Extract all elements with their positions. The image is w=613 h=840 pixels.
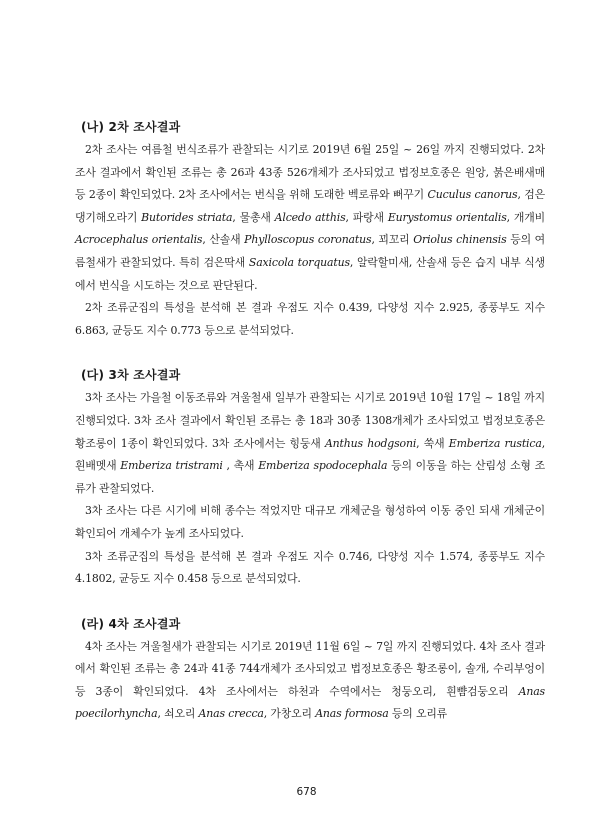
paragraph bbox=[75, 387, 545, 500]
text-run: , 쑥새 bbox=[416, 436, 449, 450]
section-3rd-survey bbox=[75, 366, 545, 590]
species-name: Acrocephalus orientalis bbox=[75, 233, 203, 247]
species-name: Oriolus chinensis bbox=[413, 233, 507, 247]
text-run: , 물총새 bbox=[232, 210, 275, 224]
text-run: , 알락할미새, 산솔새 등은 습지 내부 식생에서 번식을 시도하는 것으로 판단된다. bbox=[75, 255, 545, 292]
paragraph bbox=[75, 500, 545, 545]
paragraph bbox=[75, 546, 545, 591]
species-name: Alcedo atthis bbox=[274, 210, 346, 224]
text-run: 등의 이동을 하는 산림성 소형 조류가 관찰되었다. bbox=[75, 459, 545, 495]
species-name: Anas poecilorhyncha bbox=[75, 684, 545, 721]
species-name: Emberiza spodocephala bbox=[258, 459, 388, 473]
text-run: , 파랑새 bbox=[345, 210, 388, 224]
species-name: Phylloscopus coronatus bbox=[244, 233, 372, 247]
text-run: 2차 조사는 여름철 번식조류가 관찰되는 시기로 2019년 6월 25일 ~ 26일 까지 진행되었다. 2차 조사 결과에서 확인된 조류는 총 26과 43종 526개체가 조사되었고 법정보호종은 원앙, 붉은배새매 등 2종이 확인되었다. 2차 조사에서는 번식을 위해 도래한 벡로류와 뻐꾸기 bbox=[75, 143, 545, 202]
page-number: 678 bbox=[296, 786, 317, 798]
species-name: Anthus hodgsoni bbox=[324, 436, 417, 450]
paragraph bbox=[75, 297, 545, 342]
text-run: 3차 조사는 다른 시기에 비해 종수는 적었지만 대규모 개체군을 형성하여 이동 중인 되새 개체군이 확인되어 개체수가 높게 조사되었다. bbox=[75, 504, 545, 540]
text-run: , 꾀꼬리 bbox=[371, 233, 414, 247]
document-body bbox=[75, 118, 545, 750]
species-name: Eurystomus orientalis bbox=[387, 210, 507, 224]
text-run: , 흰배멧새 bbox=[75, 436, 545, 473]
section-4th-survey bbox=[75, 615, 545, 726]
species-name: Cuculus canorus bbox=[427, 188, 518, 202]
section-heading: (다) 3차 조사결과 bbox=[81, 368, 181, 383]
species-name: Anas formosa bbox=[315, 707, 389, 721]
text-run: , 검은댕기해오라기 bbox=[75, 188, 545, 224]
text-run: , 촉새 bbox=[222, 459, 259, 473]
section-heading: (나) 2차 조사결과 bbox=[81, 120, 181, 134]
text-run: 등의 오리류 bbox=[388, 707, 448, 721]
text-run: 3차 조사는 가을철 이동조류와 겨울철새 일부가 관찰되는 시기로 2019년 10월 17일 ~ 18일 까지 진행되었다. 3차 조사 결과에서 확인된 조류는 총 18과 30종 1308개체가 조사되었고 법정보호종은 황조롱이 1종이 확인되었다. 3차 조사에서는 힝둥새 bbox=[75, 391, 545, 450]
species-name: Saxicola torquatus bbox=[248, 255, 350, 269]
text-run: 4차 조사는 겨울철새가 관찰되는 시기로 2019년 11월 6일 ~ 7일 까지 진행되었다. 4차 조사 결과에서 확인된 조류는 총 24과 41종 744개체가 조사되었고 법정보호종은 황조롱이, 솔개, 수리부엉이 등 3종이 확인되었다. 4차 조사에서는 하천과 수역에서는 청둥오리, 흰뺨검둥오리 bbox=[75, 639, 545, 698]
text-run: 2차 조류군집의 특성을 분석해 본 결과 우점도 지수 0.439, 다양성 지수 2.925, 종풍부도 지수 6.863, 균등도 지수 0.773 등으로 분석되었다. bbox=[75, 301, 545, 337]
section-2nd-survey bbox=[75, 118, 545, 342]
text-run: , 가창오리 bbox=[263, 707, 316, 721]
species-name: Emberiza tristrami bbox=[120, 459, 223, 473]
paragraph bbox=[75, 139, 545, 297]
text-run: , 개개비 bbox=[506, 210, 546, 224]
paragraph bbox=[75, 636, 545, 726]
text-run: , 쇠오리 bbox=[157, 707, 199, 721]
species-name: Anas crecca bbox=[198, 707, 264, 721]
species-name: Butorides striata bbox=[141, 210, 233, 224]
species-name: Emberiza rustica bbox=[448, 436, 542, 450]
section-heading: (라) 4차 조사결과 bbox=[81, 616, 181, 631]
text-run: , 산솔새 bbox=[202, 233, 245, 247]
text-run: 3차 조류군집의 특성을 분석해 본 결과 우점도 지수 0.746, 다양성 지수 1.574, 종풍부도 지수 4.1802, 균등도 지수 0.458 등으로 분석되었다. bbox=[75, 549, 545, 586]
text-run: 등의 여름철새가 관찰되었다. 특히 검은딱새 bbox=[75, 233, 545, 269]
